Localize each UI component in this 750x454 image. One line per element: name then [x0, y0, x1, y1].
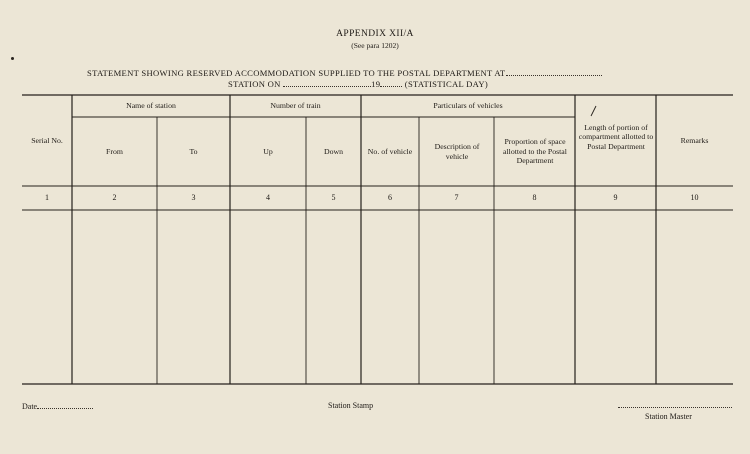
column-header-proportion-of-space: Proportion of space allotted to the Postal Department: [503, 137, 567, 166]
appendix-title: APPENDIX XII/A: [336, 29, 414, 39]
station-on-text: STATION ON: [228, 79, 281, 89]
column-header-length-of-portion: Length of portion of compartment allotted to Postal Department: [578, 122, 654, 151]
column-header-from: From: [106, 146, 123, 156]
column-number: 10: [690, 193, 699, 203]
station-stamp-label: Station Stamp: [328, 401, 374, 410]
statement-text: STATEMENT SHOWING RESERVED ACCOMMODATION SUPPLIED TO THE POSTAL DEPARTMENT AT: [87, 68, 506, 78]
date-field: [22, 401, 93, 411]
year-text: 19: [371, 79, 381, 89]
column-number: 5: [331, 193, 336, 203]
column-header-no-of-vehicle: No. of vehicle: [367, 146, 413, 156]
column-number: 9: [613, 193, 618, 203]
column-number: 3: [191, 193, 196, 203]
column-number: 6: [388, 193, 392, 203]
column-number: 8: [532, 193, 537, 203]
column-number: 7: [454, 193, 459, 203]
column-header-up: Up: [263, 146, 273, 156]
column-header-remarks: Remarks: [680, 135, 709, 145]
see-para-reference: (See para 1202): [351, 41, 399, 50]
station-master-signature-line: [618, 407, 732, 408]
column-header-to: To: [189, 146, 198, 156]
statistical-day-text: (STATISTICAL DAY): [404, 79, 489, 89]
column-number: 1: [45, 193, 49, 203]
column-header-serial-no: Serial No.: [31, 135, 63, 145]
date-signature-line: [37, 401, 93, 409]
group-header-particulars-of-vehicles: Particulars of vehicles: [433, 101, 503, 111]
group-header-number-of-train: Number of train: [270, 101, 321, 111]
date-label: Date: [22, 402, 38, 411]
column-header-down: Down: [323, 146, 344, 156]
station-master-label: Station Master: [645, 412, 692, 421]
column-number: 2: [112, 193, 117, 203]
group-header-name-of-station: Name of station: [126, 101, 176, 111]
column-header-description-of-vehicle: Description of vehicle: [434, 142, 480, 161]
column-number: 4: [266, 193, 270, 203]
